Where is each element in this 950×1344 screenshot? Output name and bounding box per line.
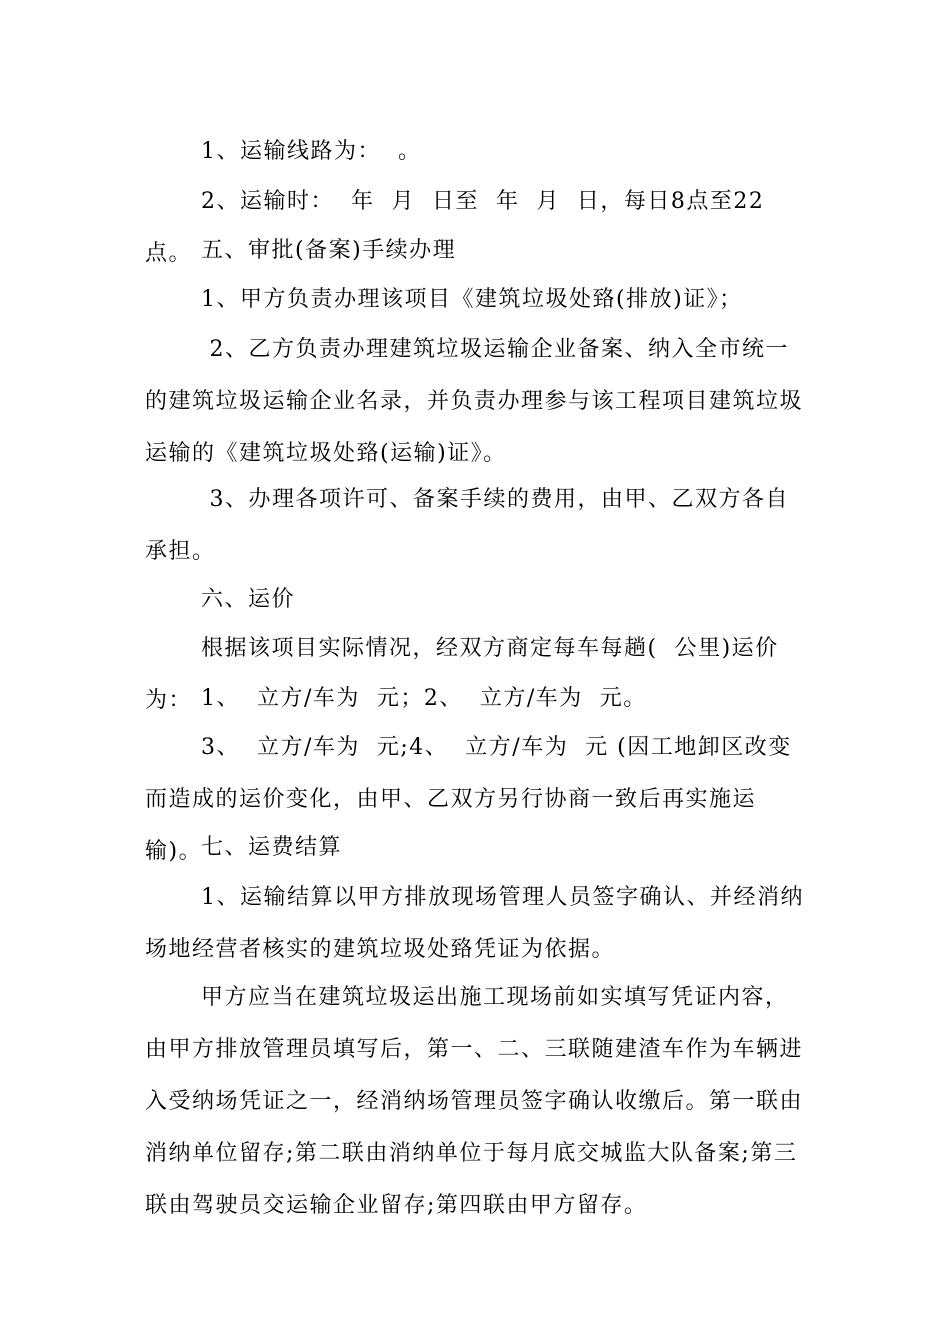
approval-item-1: 1、甲方负责办理该项目《建筑垃圾处臵(排放)证》； xyxy=(201,287,743,312)
section-heading-settlement: 七、运费结算 xyxy=(201,835,343,860)
transport-time-line: 2、运输时： 年 月 日至 年 月 日，每日8点至22点。 xyxy=(145,189,765,266)
approval-item-2: 2、乙方负责办理建筑垃圾运输企业备案、纳入全市统一的建筑垃圾运输企业名录，并负责办理参与该工程项目建筑垃圾运输的《建筑垃圾处臵(运输)证》。 xyxy=(145,337,804,466)
section-heading-freight: 六、运价 xyxy=(201,587,296,612)
approval-item-3: 3、办理各项许可、备案手续的费用，由甲、乙双方各自承担。 xyxy=(145,487,789,564)
section-heading-approval: 五、审批(备案)手续办理 xyxy=(201,238,457,263)
settlement-voucher-paragraph: 甲方应当在建筑垃圾运出施工现场前如实填写凭证内容，由甲方排放管理员填写后，第一、二、三联随建渣车作为车辆进入受纳场凭证之一，经消纳场管理员签字确认收缴后。第一联由消纳单位留存;第二联由消纳单位于每月底交城监大队备案;第三联由驾驶员交运输企业留存;第四联由甲方留存。 xyxy=(145,985,804,1218)
route-line: 1、运输线路为： 。 xyxy=(201,139,422,164)
freight-rates-3-4: 3、 立方/车为 元;4、 立方/车为 元 (因工地卸区改变而造成的运价变化，由甲、乙双方另行协商一致后再实施运输)。 xyxy=(145,735,792,864)
freight-intro: 根据该项目实际情况，经双方商定每车每趟( 公里)运价为： xyxy=(145,636,779,713)
settlement-item-1: 1、运输结算以甲方排放现场管理人员签字确认、并经消纳场地经营者核实的建筑垃圾处臵凭证为依据。 xyxy=(145,885,804,962)
freight-rates-1-2: 1、 立方/车为 元；2、 立方/车为 元。 xyxy=(201,686,647,711)
